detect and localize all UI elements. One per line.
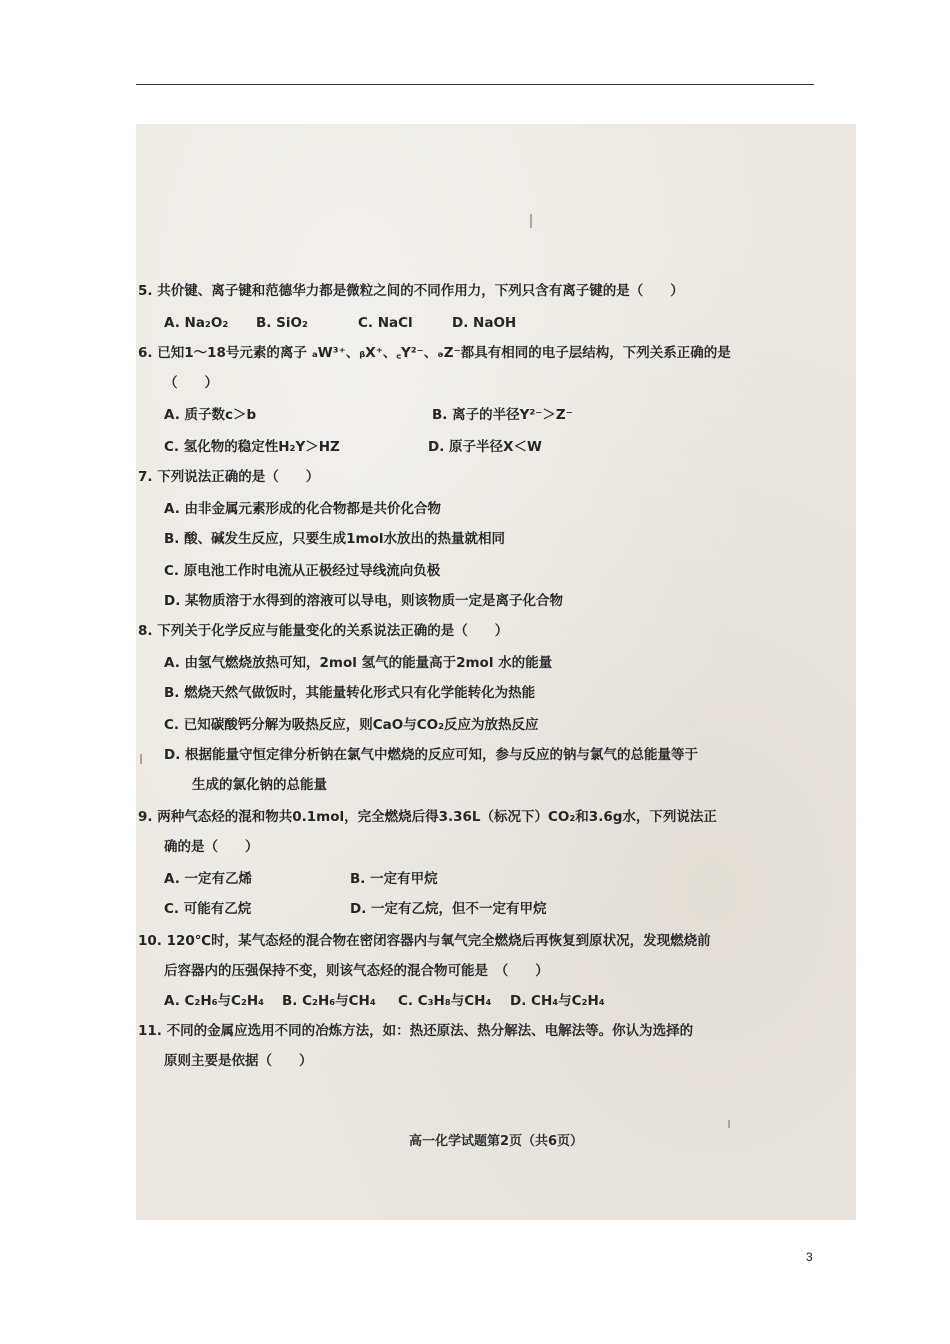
question-8-option-d: D. 根据能量守恒定律分析钠在氯气中燃烧的反应可知，参与反应的钠与氯气的总能量等于: [164, 747, 699, 763]
question-5-option-a: A. Na₂O₂: [164, 315, 229, 331]
question-9-option-b: B. 一定有甲烷: [350, 871, 438, 887]
scan-speck: [140, 754, 142, 764]
question-7-option-a: A. 由非金属元素形成的化合物都是共价化合物: [164, 501, 442, 517]
question-7-stem: 7. 下列说法正确的是（ ）: [138, 469, 320, 485]
question-7-option-c: C. 原电池工作时电流从正极经过导线流向负极: [164, 563, 441, 579]
question-8-option-c: C. 已知碳酸钙分解为吸热反应，则CaO与CO₂反应为放热反应: [164, 717, 539, 733]
question-5-stem: 5. 共价键、离子键和范德华力都是微粒之间的不同作用力，下列只含有离子键的是（ ）: [138, 283, 684, 299]
question-8-stem: 8. 下列关于化学反应与能量变化的关系说法正确的是（ ）: [138, 623, 509, 639]
question-7-option-b: B. 酸、碱发生反应，只要生成1mol水放出的热量就相同: [164, 531, 505, 547]
question-6-option-c: C. 氢化物的稳定性H₂Y＞HZ: [164, 439, 340, 455]
question-10-option-a: A. C₂H₆与C₂H₄: [164, 993, 265, 1009]
scanned-exam-page: [136, 124, 856, 1220]
question-8-option-d-cont: 生成的氯化钠的总能量: [192, 777, 327, 793]
question-11-stem-cont: 原则主要是依据（ ）: [164, 1053, 313, 1069]
question-8-option-b: B. 燃烧天然气做饭时，其能量转化形式只有化学能转化为热能: [164, 685, 536, 701]
question-5-option-c: C. NaCl: [358, 315, 413, 331]
question-8-option-a: A. 由氢气燃烧放热可知，2mol 氢气的能量高于2mol 水的能量: [164, 655, 553, 671]
question-6-option-a: A. 质子数c＞b: [164, 407, 257, 423]
page-footer: 高一化学试题第2页（共6页）: [408, 1134, 584, 1149]
question-6-stem-cont: （ ）: [164, 375, 218, 391]
question-6-option-d: D. 原子半径X＜W: [428, 439, 542, 455]
question-9-option-d: D. 一定有乙烷，但不一定有甲烷: [350, 901, 547, 917]
question-5-option-d: D. NaOH: [452, 315, 517, 331]
question-10-stem-cont: 后容器内的压强保持不变，则该气态烃的混合物可能是 （ ）: [164, 963, 549, 979]
question-6-option-b: B. 离子的半径Y²⁻＞Z⁻: [432, 407, 573, 423]
question-10-option-d: D. CH₄与C₂H₄: [510, 993, 605, 1009]
question-9-stem: 9. 两种气态烃的混和物共0.1mol，完全燃烧后得3.36L（标况下）CO₂和3.6g水，下列说法正: [138, 809, 717, 825]
page-number: 3: [806, 1250, 813, 1264]
scan-speck: [728, 1120, 730, 1128]
question-9-option-c: C. 可能有乙烷: [164, 901, 252, 917]
question-5-option-b: B. SiO₂: [256, 315, 308, 331]
question-10-stem: 10. 120℃时，某气态烃的混合物在密闭容器内与氧气完全燃烧后再恢复到原状况，发现燃烧前: [138, 933, 711, 949]
question-9-stem-cont: 确的是（ ）: [164, 839, 259, 855]
question-7-option-d: D. 某物质溶于水得到的溶液可以导电，则该物质一定是离子化合物: [164, 593, 564, 609]
scan-speck: [530, 214, 532, 228]
question-9-option-a: A. 一定有乙烯: [164, 871, 253, 887]
question-10-option-b: B. C₂H₆与CH₄: [282, 993, 376, 1009]
question-10-option-c: C. C₃H₈与CH₄: [398, 993, 492, 1009]
question-6-stem: 6. 已知1～18号元素的离子 ₐW³⁺、ᵦX⁺、꜀Y²⁻、ₔZ⁻都具有相同的电子层结构，下列关系正确的是: [138, 345, 731, 361]
header-rule: [136, 84, 814, 85]
question-11-stem: 11. 不同的金属应选用不同的冶炼方法，如：热还原法、热分解法、电解法等。你认为选择的: [138, 1023, 694, 1039]
